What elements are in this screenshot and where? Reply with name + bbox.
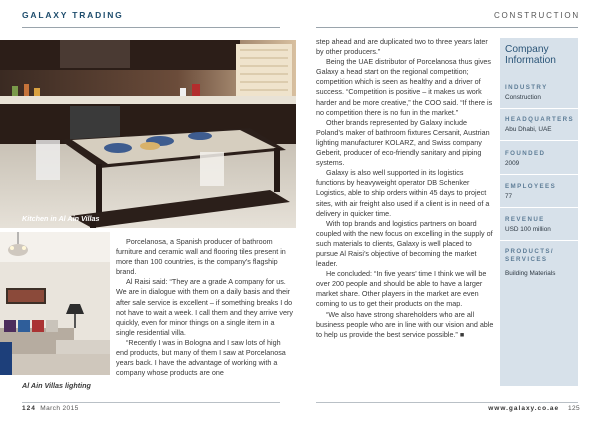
col1-paragraph: Porcelanosa, a Spanish producer of bathroom furniture and ceramic wall and flooring tiles present in more than 100 countries, is the company’s flagship brand. <box>116 237 286 277</box>
revenue-value: USD 100 million <box>505 226 551 233</box>
revenue-label: REVENUE <box>505 216 545 223</box>
industry-value: Construction <box>505 94 541 101</box>
sidebar-divider <box>500 207 578 208</box>
article-column-2 <box>316 37 494 340</box>
sidebar-divider <box>500 140 578 141</box>
headquarters-value: Abu Dhabi, UAE <box>505 126 552 133</box>
company-info-title: Company Information <box>505 44 556 66</box>
issue-date: March 2015 <box>40 405 79 412</box>
footer-right <box>488 405 580 412</box>
footer-rule-right <box>316 402 578 403</box>
col2-paragraph: Galaxy is also well supported in its logistics functions by heavyweight operator DB Schenker Logistics, able to ship orders within 45 days to project sites, with air freight also used if a client is in need of a delivery in quicker time. <box>316 168 490 218</box>
col1-paragraph: “Recently I was in Bologna and I saw lots of high end products, but many of them I saw at Porcelanosa years back. I have the advantage of working with a company whose products are one <box>116 337 286 378</box>
section-title: CONSTRUCTION <box>493 11 580 20</box>
kitchen-caption: Kitchen in Al Ain Villas <box>22 214 100 223</box>
col2-paragraph: Other brands represented by Galaxy include Poland’s maker of bathroom fixtures Cersanit, Austrian lighting manufacturer KOLARZ, and Swiss company Geberit, producer of eco-friendly sanitary and piping systems. <box>316 117 490 168</box>
sidebar-divider <box>500 240 578 241</box>
villa-caption: Al Ain Villas lighting <box>22 381 91 390</box>
kitchen-photo <box>0 40 296 228</box>
employees-value: 77 <box>505 193 513 200</box>
publication-title: GALAXY TRADING <box>22 10 124 20</box>
header-rule-right <box>316 27 578 28</box>
col2-paragraph: He concluded: “In five years’ time I think we will be over 200 people and should be able to have a larger market share. Other players in the market are even coming to us to get their products on the map. <box>316 269 487 309</box>
sidebar-divider <box>500 108 578 109</box>
header-rule-left <box>22 27 280 28</box>
right-page-number: 125 <box>567 405 580 412</box>
article-column-1 <box>116 237 294 378</box>
employees-label: EMPLOYEES <box>505 183 557 190</box>
headquarters-label: HEADQUARTERS <box>505 116 575 123</box>
sidebar-divider <box>500 174 578 175</box>
col2-paragraph: step ahead and are duplicated two to three years later by other producers.” <box>316 37 488 57</box>
col2-paragraph: Being the UAE distributor of Porcelanosa thus gives Galaxy a head start on the regional competition; competition which is seen as healthy and a driver of success. “Competition is positive – it makes us work harder and be more creative,” the COO said. “If there is no competition there is no fun in the market.” <box>316 57 493 117</box>
products-services-value: Building Materials <box>505 270 556 277</box>
website-url: www.galaxy.co.ae <box>488 405 560 412</box>
founded-value: 2009 <box>505 160 520 167</box>
products-services-label: PRODUCTS/ SERVICES <box>505 248 555 263</box>
footer-rule-left <box>22 402 280 403</box>
industry-label: INDUSTRY <box>505 84 548 91</box>
col1-paragraph: Al Raisi said: “They are a grade A company for us. We are in dialogue with them on a daily basis and their after sale service is excellent – if something breaks I do not have to wait a week. I call them and they arrive very quickly, even for minor things on a single item in a single residential villa. <box>116 277 293 337</box>
col2-paragraph: “We also have strong shareholders who are all business people who are in line with our vision and able to help us provide the best service possible.” ■ <box>316 309 494 339</box>
left-page-number: 124 <box>22 405 36 412</box>
footer-left <box>22 405 79 412</box>
founded-label: FOUNDED <box>505 150 546 157</box>
col2-paragraph: With top brands and logistics partners on board coupled with the new focus on excelling in the supply of such materials to clients, Galaxy is well placed to pursue Al Raisi’s objective of becoming the market leader. <box>316 218 493 269</box>
villa-lighting-photo <box>0 232 110 375</box>
